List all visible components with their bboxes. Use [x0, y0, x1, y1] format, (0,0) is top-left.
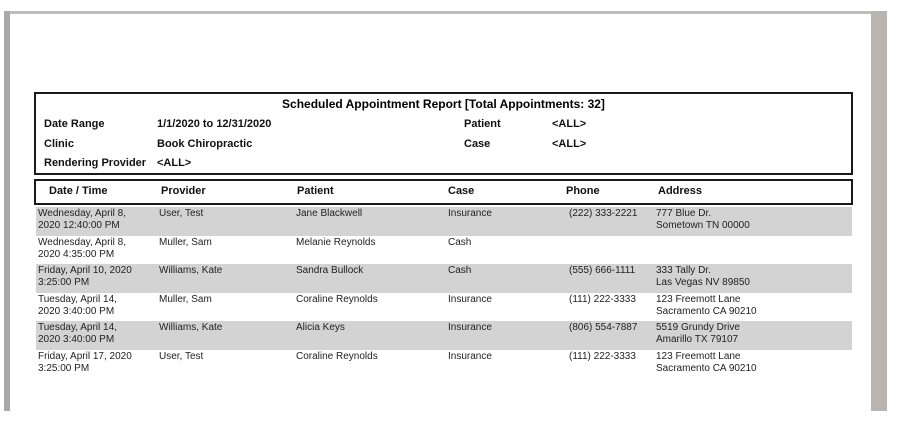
row-date-time: Wednesday, April 8, 2020 12:40:00 PM [38, 208, 127, 231]
row-date-time: Friday, April 17, 2020 3:25:00 PM [38, 350, 132, 374]
col-phone: Phone [566, 185, 600, 197]
table-row [36, 350, 852, 379]
row-phone: (222) 333-2221 [569, 208, 638, 219]
row-phone: (806) 554-7887 [569, 322, 638, 333]
col-case: Case [448, 185, 475, 197]
row-case: Cash [448, 236, 472, 248]
col-address: Address [658, 185, 703, 197]
row-provider: User, Test [159, 350, 204, 362]
row-patient: Melanie Reynolds [296, 236, 376, 248]
row-patient: Coraline Reynolds [296, 293, 378, 305]
table-row [36, 236, 852, 265]
row-provider: User, Test [159, 208, 204, 219]
row-address: 333 Tally Dr. Las Vegas NV 89850 [656, 265, 750, 288]
row-provider: Muller, Sam [159, 293, 212, 305]
clinic-value: Book Chiropractic [157, 138, 253, 150]
patient-filter-value: <ALL> [552, 118, 587, 130]
rendering-provider-value: <ALL> [157, 157, 192, 169]
column-header-row [34, 179, 853, 205]
appointment-list [36, 207, 852, 378]
row-address: 5519 Grundy Drive Amarillo TX 79107 [656, 322, 740, 345]
table-row [36, 293, 852, 322]
row-date-time: Tuesday, April 14, 2020 3:40:00 PM [38, 293, 117, 317]
col-provider: Provider [161, 185, 206, 197]
col-patient: Patient [297, 185, 334, 197]
col-date-time: Date / Time [49, 185, 108, 197]
row-patient: Alicia Keys [296, 322, 345, 333]
case-filter-value: <ALL> [552, 138, 587, 150]
table-row [36, 321, 852, 350]
viewer-scrollbar[interactable] [871, 11, 887, 411]
row-address: 123 Freemott Lane Sacramento CA 90210 [656, 293, 757, 317]
row-date-time: Tuesday, April 14, 2020 3:40:00 PM [38, 322, 117, 345]
row-case: Insurance [448, 208, 492, 219]
row-phone: (555) 666-1111 [569, 265, 636, 276]
row-case: Insurance [448, 322, 492, 333]
report-header [34, 92, 853, 175]
row-date-time: Wednesday, April 8, 2020 4:35:00 PM [38, 236, 127, 260]
row-case: Cash [448, 265, 472, 276]
row-address: 777 Blue Dr. Sometown TN 00000 [656, 208, 750, 231]
row-phone: (111) 222-3333 [569, 350, 636, 362]
date-range-value: 1/1/2020 to 12/31/2020 [157, 118, 272, 130]
row-provider: Muller, Sam [159, 236, 212, 248]
row-case: Insurance [448, 293, 492, 305]
row-phone: (111) 222-3333 [569, 293, 636, 305]
patient-filter-label: Patient [464, 118, 501, 130]
report-title: Scheduled Appointment Report [Total Appointments: 32] [282, 97, 605, 111]
rendering-provider-label: Rendering Provider [44, 157, 147, 169]
row-patient: Jane Blackwell [296, 208, 363, 219]
row-patient: Coraline Reynolds [296, 350, 378, 362]
table-row [36, 264, 852, 293]
row-provider: Williams, Kate [159, 322, 223, 333]
table-row [36, 207, 852, 236]
row-provider: Williams, Kate [159, 265, 223, 276]
row-date-time: Friday, April 10, 2020 3:25:00 PM [38, 265, 132, 288]
row-case: Insurance [448, 350, 492, 362]
row-address: 123 Freemott Lane Sacramento CA 90210 [656, 350, 757, 374]
clinic-label: Clinic [44, 138, 74, 150]
case-filter-label: Case [464, 138, 491, 150]
row-patient: Sandra Bullock [296, 265, 364, 276]
date-range-label: Date Range [44, 118, 105, 130]
report-page [10, 14, 871, 411]
